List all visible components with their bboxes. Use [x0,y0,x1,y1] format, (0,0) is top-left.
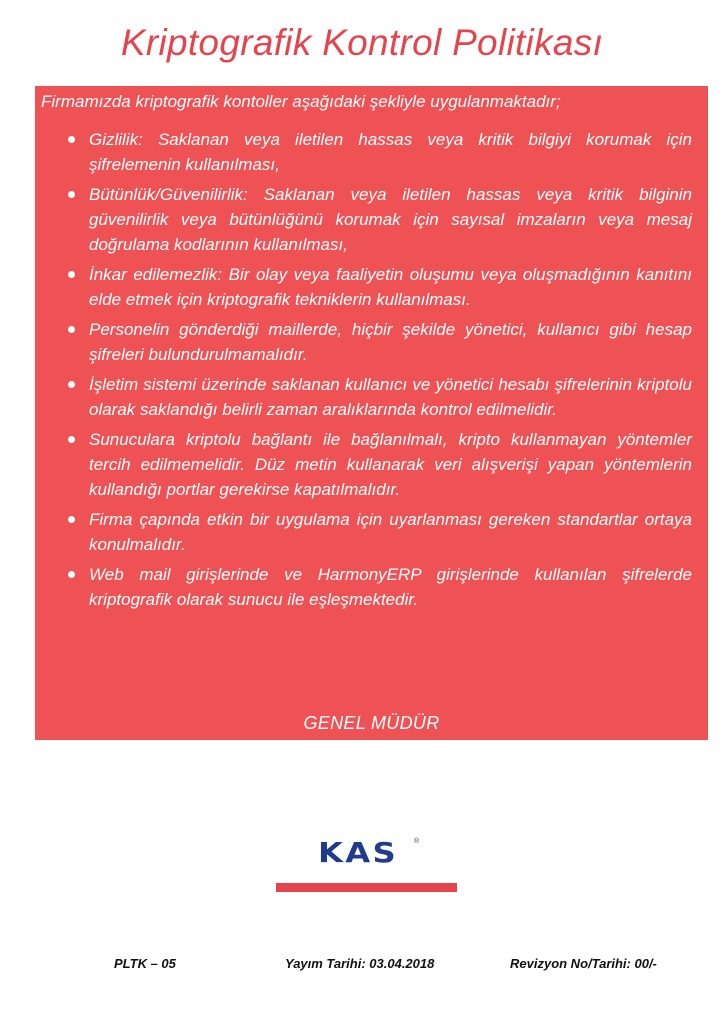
bullet-icon [68,516,75,523]
policy-intro: Firmamızda kriptografik kontoller aşağıdaki şekliyle uygulanmaktadır; [41,92,561,111]
list-item: Firma çapında etkin bir uygulama için uyarlanması gereken standartlar ortaya konulmalıdır. [41,507,692,557]
list-item: Bütünlük/Güvenilirlik: Saklanan veya iletilen hassas veya kritik bilginin güvenilirlik veya bütünlüğünü korumak için sayısal imzaların veya mesaj doğrulama kodlarının kullanılması, [41,182,692,257]
accent-bar [276,883,457,892]
kas-logo [318,836,420,869]
bullet-icon [68,381,75,388]
bullet-icon [68,136,75,143]
list-item: Sunuculara kriptolu bağlantı ile bağlanılmalı, kripto kullanmayan yöntemler tercih edilmemelidir. Düz metin kullanarak veri alışverişi yapan yöntemlerin kullandığı portlar gerekirse kapatılmalıdır. [41,427,692,502]
bullet-icon [68,191,75,198]
policy-panel [35,86,708,740]
list-item: Personelin gönderdiği maillerde, hiçbir şekilde yönetici, kullanıcı gibi hesap şifreleri bulundurulmamalıdır. [41,317,692,367]
publish-date: Yayım Tarihi: 03.04.2018 [285,956,435,971]
document-code: PLTK – 05 [114,956,176,971]
bullet-icon [68,571,75,578]
signature: GENEL MÜDÜR [303,713,440,733]
policy-list [41,127,692,612]
list-item: Gizlilik: Saklanan veya iletilen hassas veya kritik bilgiyi korumak için şifrelemenin kullanılması, [41,127,692,177]
bullet-icon [68,271,75,278]
list-item: İnkar edilemezlik: Bir olay veya faaliyetin oluşumu veya oluşmadığının kanıtını elde etmek için kriptografik tekniklerin kullanılması. [41,262,692,312]
page-title: Kriptografik Kontrol Politikası [120,22,604,63]
revision-info: Revizyon No/Tarihi: 00/- [510,956,657,971]
list-item: İşletim sistemi üzerinde saklanan kullanıcı ve yönetici hesabı şifrelerinin kriptolu olarak saklandığı belirli zaman aralıklarında kontrol edilmelidir. [41,372,692,422]
bullet-icon [68,436,75,443]
registered-mark: ® [414,838,420,845]
logo-text: KAS [318,836,398,869]
list-item: Web mail girişlerinde ve HarmonyERP girişlerinde kullanılan şifrelerde kriptografik olarak sunucu ile eşleşmektedir. [41,562,692,612]
bullet-icon [68,326,75,333]
